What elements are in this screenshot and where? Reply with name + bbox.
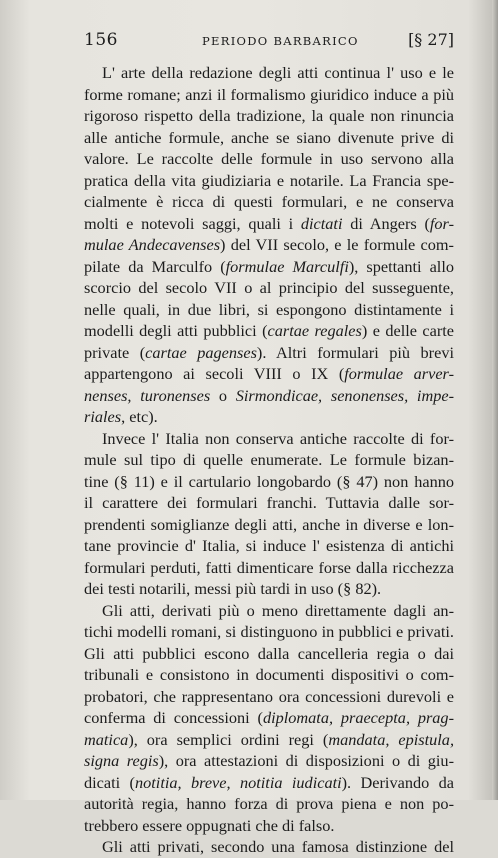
text-segment: ). Derivando da [341, 772, 454, 792]
text-line [84, 492, 454, 514]
text-line [84, 621, 454, 643]
italic-term: cartae regales [267, 321, 362, 340]
text-segment: prendenti somiglianze degli atti, anche in diverse e lon- [84, 514, 454, 534]
italic-term: dictati [300, 213, 343, 233]
text-line [84, 213, 454, 235]
text-line [84, 148, 454, 170]
text-segment: ), ora semplici ordini regi ( [128, 729, 329, 749]
page-edge-shadow [492, 0, 498, 800]
text-segment: private ( [84, 342, 146, 362]
text-line [84, 277, 454, 299]
text-segment: probatori, che rappresentano ora concessioni durevoli e [84, 686, 454, 706]
text-line [84, 428, 454, 450]
text-line [84, 471, 454, 493]
text-segment: modelli degli atti pubblici ( [84, 321, 268, 340]
text-line [84, 127, 454, 149]
page-number: 156 [84, 30, 118, 50]
page-header [84, 30, 454, 52]
text-segment: L' arte della redazione degli atti continua l' uso e le [102, 63, 454, 82]
text-segment: alle antiche formule, anche se siano divenute prive di [84, 127, 454, 147]
italic-term: diplomata, praecepta, prag- [262, 708, 454, 727]
text-segment: dei testi notarili, messi più tardi in uso (§ 82). [84, 579, 382, 598]
text-line [84, 643, 454, 665]
text-segment: molti e notevoli saggi, quali i [84, 213, 301, 233]
section-reference: [§ 27] [408, 30, 454, 49]
text-line [84, 105, 454, 127]
text-segment: pilate da Marculfo ( [84, 256, 226, 276]
text-segment: Invece l' Italia non conserva antiche raccolte di for- [102, 428, 454, 448]
text-segment: rigoroso rispetto della tradizione, la quale non rinuncia [84, 106, 454, 125]
text-segment: ), spettanti allo [348, 256, 454, 276]
text-segment: valore. Le raccolte delle formule in uso servono alla [84, 149, 454, 168]
text-line [84, 320, 454, 342]
text-segment: il carattere dei formulari franchi. Tuttavia dalle sor- [84, 493, 454, 512]
text-line [84, 815, 454, 837]
text-segment: Gli atti privati, secondo una famosa distinzione del [102, 837, 454, 856]
italic-term: cartae pagenses [145, 342, 257, 362]
text-line [84, 514, 454, 536]
text-segment: mule sul tipo di quelle enumerate. Le formule bizan- [84, 450, 454, 469]
text-line [84, 707, 454, 729]
text-segment: tichi modelli romani, si distinguono in pubblici e privati. [84, 622, 454, 641]
text-segment: appartengono ai secoli VIII o IX ( [84, 364, 345, 383]
text-segment: dicati ( [84, 772, 135, 792]
text-line [84, 686, 454, 708]
text-line [84, 256, 454, 278]
text-segment: tine (§ 11) e il cartulario longobardo (§ 47) non hanno [84, 471, 454, 491]
text-line [84, 729, 454, 751]
text-segment: tribunali e consistono in documenti dispositivi o com- [84, 665, 454, 684]
italic-term: mulae Andecavenses [84, 235, 221, 254]
italic-term: for- [429, 213, 454, 233]
text-line [84, 750, 454, 772]
text-segment: conferma di concessioni ( [84, 708, 263, 727]
italic-term: notitia, breve, notitia iudicati [134, 772, 342, 792]
text-line [84, 299, 454, 321]
text-line [84, 793, 454, 815]
text-segment: Gli atti, derivati più o meno direttamente dagli an- [102, 600, 454, 620]
text-line [84, 772, 454, 794]
text-line [84, 170, 454, 192]
text-line [84, 557, 454, 579]
italic-term: formulae Marculfi [225, 256, 349, 276]
text-segment: cialmente è ricca di questi formulari, e ne conserva [84, 192, 454, 211]
italic-term: matica [84, 729, 129, 749]
italic-term: signa regis [84, 751, 159, 770]
text-line [84, 836, 454, 858]
text-line [84, 234, 454, 256]
text-segment: di Angers ( [342, 213, 430, 233]
text-segment: autorità regia, hanno forza di prova piena e non po- [84, 794, 454, 813]
text-line [84, 62, 454, 84]
text-segment: , etc). [121, 407, 158, 426]
text-segment: nelle quali, in due libri, si espongono distintamente i [84, 299, 454, 319]
text-line [84, 600, 454, 622]
text-line [84, 342, 454, 364]
italic-term: Sirmondicae, senonenses, impe- [235, 385, 454, 405]
text-line [84, 664, 454, 686]
text-line [84, 84, 454, 106]
text-line [84, 385, 454, 407]
text-line [84, 406, 454, 428]
italic-term: formulae arver- [344, 364, 454, 383]
text-segment: tane provincie d' Italia, si induce l' esistenza di antichi [84, 536, 454, 555]
text-segment: ), ora attestazioni di disposizioni o di giu- [158, 751, 454, 770]
text-segment: o [210, 385, 236, 405]
text-segment: ) del VII secolo, e le formule com- [220, 235, 454, 254]
text-line [84, 363, 454, 385]
text-segment: ). Altri formulari più brevi [256, 342, 454, 362]
italic-term: mandata, epistula, [328, 729, 454, 749]
text-segment: scorcio del secolo VII o al principio del susseguente, [84, 278, 454, 297]
text-segment: ) e delle carte [361, 321, 454, 340]
running-head: PERIODO BARBARICO [202, 34, 359, 48]
text-segment: Gli atti pubblici escono dalla cancelleria regia o dai [84, 643, 454, 663]
text-line [84, 578, 454, 600]
text-line [84, 535, 454, 557]
text-line [84, 449, 454, 471]
body-text [84, 62, 454, 858]
italic-term: nenses, turonenses [84, 385, 211, 405]
text-segment: formulari perduti, fatti dimenticare forse dalla ricchezza [84, 557, 454, 577]
text-segment: pratica della vita giudiziaria e notarile. La Francia spe- [84, 170, 454, 190]
text-segment: trebbero essere oppugnati che di falso. [84, 815, 335, 835]
text-line [84, 191, 454, 213]
italic-term: riales [84, 407, 122, 426]
text-segment: forme romane; anzi il formalismo giuridico induce a più [84, 84, 454, 104]
